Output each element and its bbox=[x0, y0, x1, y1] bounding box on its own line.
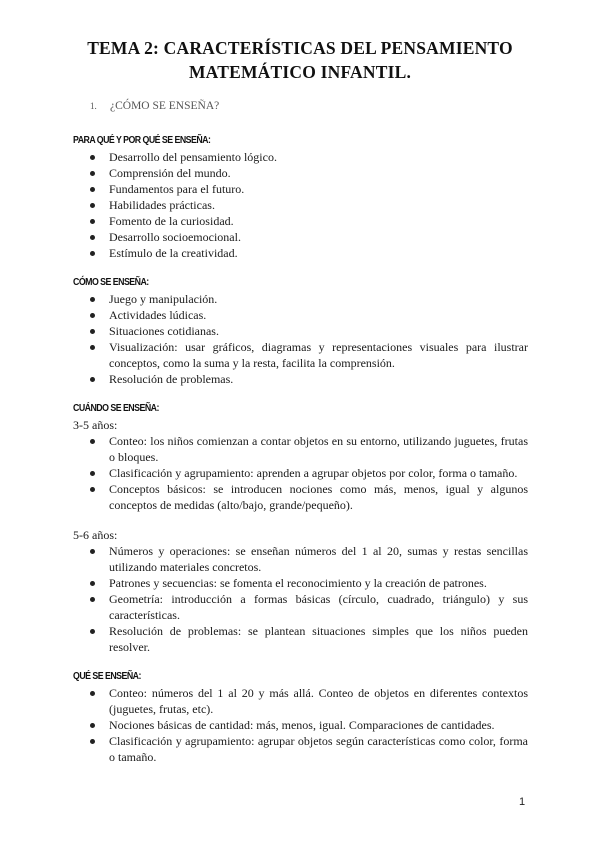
section-heading: PARA QUÉ Y POR QUÉ SE ENSEÑA: bbox=[73, 135, 211, 146]
list-item-text: Nociones básicas de cantidad: más, menos, igual. Comparaciones de cantidades. bbox=[109, 718, 495, 732]
age-group-label: 5-6 años: bbox=[73, 528, 118, 542]
list-item-text: Situaciones cotidianas. bbox=[109, 324, 219, 338]
list-item-text: Estímulo de la creatividad. bbox=[109, 246, 238, 260]
list-item bbox=[73, 543, 528, 575]
bullet-icon bbox=[90, 691, 95, 696]
bullet-icon bbox=[90, 487, 95, 492]
document-title: TEMA 2: CARACTERÍSTICAS DEL PENSAMIENTO MATEMÁTICO INFANTIL. bbox=[87, 38, 513, 82]
list-item-text: Visualización: usar gráficos, diagramas y representaciones visuales para ilustrar conceptos, como la suma y la resta, facilita la comprensión. bbox=[109, 340, 528, 370]
age-group-label: 3-5 años: bbox=[73, 418, 118, 432]
list-item-text: Conteo: los niños comienzan a contar objetos en su entorno, utilizando juguetes, frutas o bloques. bbox=[109, 434, 528, 464]
section-heading: CÓMO SE ENSEÑA: bbox=[73, 277, 149, 288]
list-item bbox=[73, 371, 528, 387]
list-item bbox=[73, 229, 528, 245]
list-item-text: Resolución de problemas. bbox=[109, 372, 234, 386]
list-item bbox=[73, 245, 528, 261]
list-item-text: Juego y manipulación. bbox=[109, 292, 218, 306]
bullet-icon bbox=[90, 187, 95, 192]
item-text: ¿CÓMO SE ENSEÑA? bbox=[110, 100, 220, 112]
bullet-icon bbox=[90, 155, 95, 160]
bullet-icon bbox=[90, 629, 95, 634]
bullet-list bbox=[73, 685, 528, 765]
page-number: 1 bbox=[519, 796, 526, 808]
list-item bbox=[73, 575, 528, 591]
bullet-list bbox=[73, 543, 528, 655]
bullet-icon bbox=[90, 723, 95, 728]
bullet-icon bbox=[90, 549, 95, 554]
list-item bbox=[73, 685, 528, 717]
list-item bbox=[73, 323, 528, 339]
list-item-text: Fomento de la curiosidad. bbox=[109, 214, 234, 228]
bullet-icon bbox=[90, 345, 95, 350]
list-item-text: Habilidades prácticas. bbox=[109, 198, 215, 212]
bullet-icon bbox=[90, 203, 95, 208]
list-item bbox=[73, 481, 528, 513]
list-item bbox=[73, 465, 528, 481]
list-item bbox=[73, 291, 528, 307]
bullet-icon bbox=[90, 377, 95, 382]
section-heading: CUÁNDO SE ENSEÑA: bbox=[73, 403, 159, 414]
bullet-icon bbox=[90, 297, 95, 302]
bullet-icon bbox=[90, 581, 95, 586]
bullet-icon bbox=[90, 219, 95, 224]
list-item bbox=[73, 339, 528, 371]
section-heading: QUÉ SE ENSEÑA: bbox=[73, 671, 141, 682]
list-item bbox=[73, 717, 528, 733]
section bbox=[73, 275, 528, 387]
list-item bbox=[73, 149, 528, 165]
list-item-text: Patrones y secuencias: se fomenta el reconocimiento y la creación de patrones. bbox=[109, 576, 487, 590]
list-item-text: Clasificación y agrupamiento: agrupar objetos según características como color, forma o tamaño. bbox=[109, 734, 528, 764]
bullet-icon bbox=[90, 329, 95, 334]
list-item-text: Números y operaciones: se enseñan números del 1 al 20, sumas y restas sencillas utilizando materiales concretos. bbox=[109, 544, 528, 574]
bullet-icon bbox=[90, 171, 95, 176]
list-item-text: Geometría: introducción a formas básicas (círculo, cuadrado, triángulo) y sus características. bbox=[109, 592, 528, 622]
list-item-text: Desarrollo del pensamiento lógico. bbox=[109, 150, 277, 164]
list-item-text: Fundamentos para el futuro. bbox=[109, 182, 245, 196]
list-item-text: Clasificación y agrupamiento: aprenden a agrupar objetos por color, forma o tamaño. bbox=[109, 466, 518, 480]
bullet-list bbox=[73, 433, 528, 513]
section bbox=[73, 669, 528, 765]
list-item bbox=[73, 197, 528, 213]
bullet-icon bbox=[90, 251, 95, 256]
numbered-heading bbox=[90, 100, 219, 112]
section bbox=[73, 133, 528, 261]
list-item-text: Conceptos básicos: se introducen nociones como más, menos, igual y algunos conceptos de medidas (alto/bajo, grande/pequeño). bbox=[109, 482, 528, 512]
list-item-text: Conteo: números del 1 al 20 y más allá. Conteo de objetos en diferentes contextos (juguetes, frutas, etc). bbox=[109, 686, 528, 716]
bullet-icon bbox=[90, 739, 95, 744]
bullet-icon bbox=[90, 313, 95, 318]
list-item-text: Desarrollo socioemocional. bbox=[109, 230, 241, 244]
list-item bbox=[73, 433, 528, 465]
bullet-icon bbox=[90, 235, 95, 240]
list-item-text: Comprensión del mundo. bbox=[109, 166, 231, 180]
bullet-icon bbox=[90, 471, 95, 476]
bullet-icon bbox=[90, 597, 95, 602]
bullet-list bbox=[73, 149, 528, 261]
list-item bbox=[73, 733, 528, 765]
document-body bbox=[73, 133, 528, 779]
list-item bbox=[73, 165, 528, 181]
list-item-text: Resolución de problemas: se plantean situaciones simples que los niños pueden resolver. bbox=[109, 624, 528, 654]
list-item bbox=[73, 307, 528, 323]
bullet-icon bbox=[90, 439, 95, 444]
list-item bbox=[73, 591, 528, 623]
list-item-text: Actividades lúdicas. bbox=[109, 308, 207, 322]
section bbox=[73, 401, 528, 655]
list-item bbox=[73, 623, 528, 655]
list-item bbox=[73, 181, 528, 197]
list-item bbox=[73, 213, 528, 229]
bullet-list bbox=[73, 291, 528, 387]
item-number: 1. bbox=[90, 101, 97, 111]
